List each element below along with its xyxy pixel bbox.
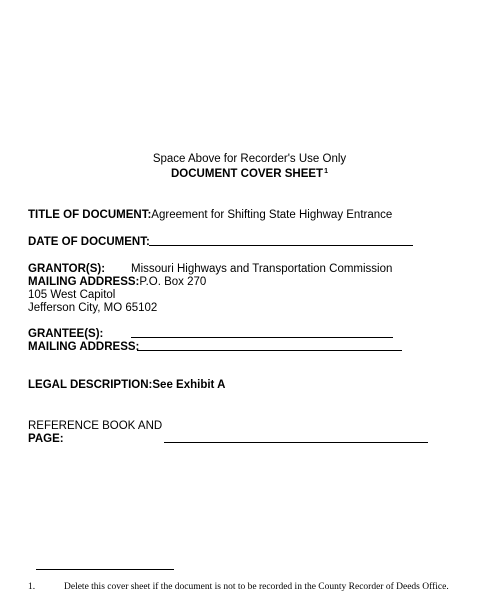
grantor-label: GRANTOR(S): [28, 263, 106, 275]
cover-sheet-title [0, 167, 499, 181]
footnote-ref: 1 [324, 168, 328, 175]
grantor-mailing-row [28, 275, 206, 289]
date-of-document-label: DATE OF DOCUMENT: [28, 236, 150, 248]
title-of-document-label: TITLE OF DOCUMENT: [28, 209, 152, 221]
grantor-address-line1: P.O. Box 270 [139, 276, 207, 288]
grantee-blank [131, 337, 393, 338]
grantee-mailing-label: MAILING ADDRESS: [28, 341, 140, 353]
reference-blank [164, 442, 428, 443]
reference-label-line1: REFERENCE BOOK AND [28, 420, 163, 432]
grantor-mailing-label: MAILING ADDRESS: [28, 276, 140, 288]
reference-label-line2: PAGE: [28, 433, 64, 445]
footnote-rule [36, 569, 174, 570]
grantee-mailing-blank [137, 350, 402, 351]
grantor-address-line3: Jefferson City, MO 65102 [28, 302, 158, 314]
legal-description-row [28, 378, 225, 392]
grantee-label: GRANTEE(S): [28, 328, 104, 340]
title-of-document-value: Agreement for Shifting State Highway Entrance [151, 209, 393, 221]
grantor-value: Missouri Highways and Transportation Commission [131, 263, 393, 275]
legal-description-label: LEGAL DESCRIPTION: [28, 379, 153, 391]
cover-sheet-title-text: DOCUMENT COVER SHEET [171, 168, 324, 180]
title-of-document-row [28, 208, 392, 222]
legal-description-value: See Exhibit A [152, 379, 226, 391]
grantor-address-line2: 105 West Capitol [28, 289, 116, 301]
footnote-number: 1. [28, 582, 36, 592]
recorder-space-note: Space Above for Recorder's Use Only [152, 153, 347, 165]
date-of-document-blank [149, 245, 413, 246]
footnote-text: Delete this cover sheet if the document is not to be recorded in the County Recorder of Deeds Office. [64, 582, 449, 592]
